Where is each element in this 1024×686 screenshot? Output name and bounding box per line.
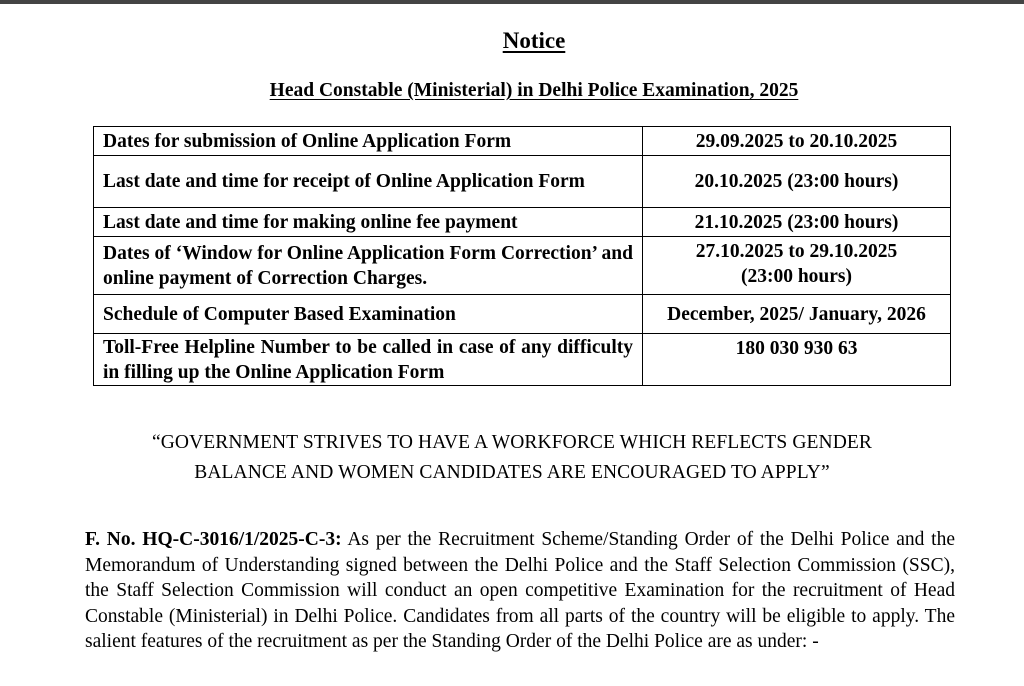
schedule-value-line: 27.10.2025 to 29.10.2025 (695, 241, 898, 262)
schedule-value (643, 334, 951, 386)
top-border-rule (0, 0, 1024, 4)
schedule-value-line: 180 030 930 63 (735, 338, 858, 359)
table-row (94, 237, 951, 295)
schedule-value (643, 208, 951, 237)
schedule-label: Schedule of Computer Based Examination (94, 295, 643, 334)
schedule-value (643, 156, 951, 208)
paragraph-text: As per the Recruitment Scheme/Standing Order of the Delhi Police and the Memorandum of Understanding signed between the Delhi Police and the Staff Selection Commission (SSC), the Staff Selection Commission will conduct an open competitive Examination for the recruitment of Head Constable (Ministerial) in Delhi Police. Candidates from all parts of the country will be eligible to apply. The salient features of the recruitment as per the Standing Order of the Delhi Police are as under: - (85, 529, 955, 652)
recruitment-paragraph (85, 527, 955, 655)
schedule-label: Dates for submission of Online Application Form (94, 127, 643, 156)
schedule-label: Toll-Free Helpline Number to be called in case of any difficulty in filling up the Online Application Form (94, 334, 643, 386)
schedule-value (643, 127, 951, 156)
schedule-value-line: December, 2025/ January, 2026 (667, 303, 926, 325)
table-row (94, 127, 951, 156)
table-row (94, 156, 951, 208)
schedule-value (643, 237, 951, 295)
table-row (94, 295, 951, 334)
schedule-value-line: (23:00 hours) (740, 266, 853, 287)
table-row (94, 208, 951, 237)
schedule-label: Dates of ‘Window for Online Application Form Correction’ and online payment of Correction Charges. (94, 237, 643, 295)
table-row (94, 334, 951, 386)
notice-title: Notice (502, 28, 566, 53)
schedule-label: Last date and time for making online fee payment (94, 208, 643, 237)
schedule-value (643, 295, 951, 334)
slogan-line: BALANCE AND WOMEN CANDIDATES ARE ENCOURAGED TO APPLY” (194, 462, 830, 483)
file-number: F. No. HQ-C-3016/1/2025-C-3: (85, 529, 342, 550)
exam-title: Head Constable (Ministerial) in Delhi Police Examination, 2025 (269, 80, 799, 101)
schedule-table (93, 126, 951, 386)
schedule-value-line: 20.10.2025 (23:00 hours) (694, 171, 899, 192)
slogan-line: “GOVERNMENT STRIVES TO HAVE A WORKFORCE WHICH REFLECTS GENDER (151, 432, 873, 453)
gender-balance-slogan (0, 428, 1024, 488)
schedule-value-line: 21.10.2025 (23:00 hours) (694, 211, 899, 233)
schedule-label: Last date and time for receipt of Online Application Form (94, 156, 643, 208)
schedule-value-line: 29.09.2025 to 20.10.2025 (695, 130, 898, 152)
